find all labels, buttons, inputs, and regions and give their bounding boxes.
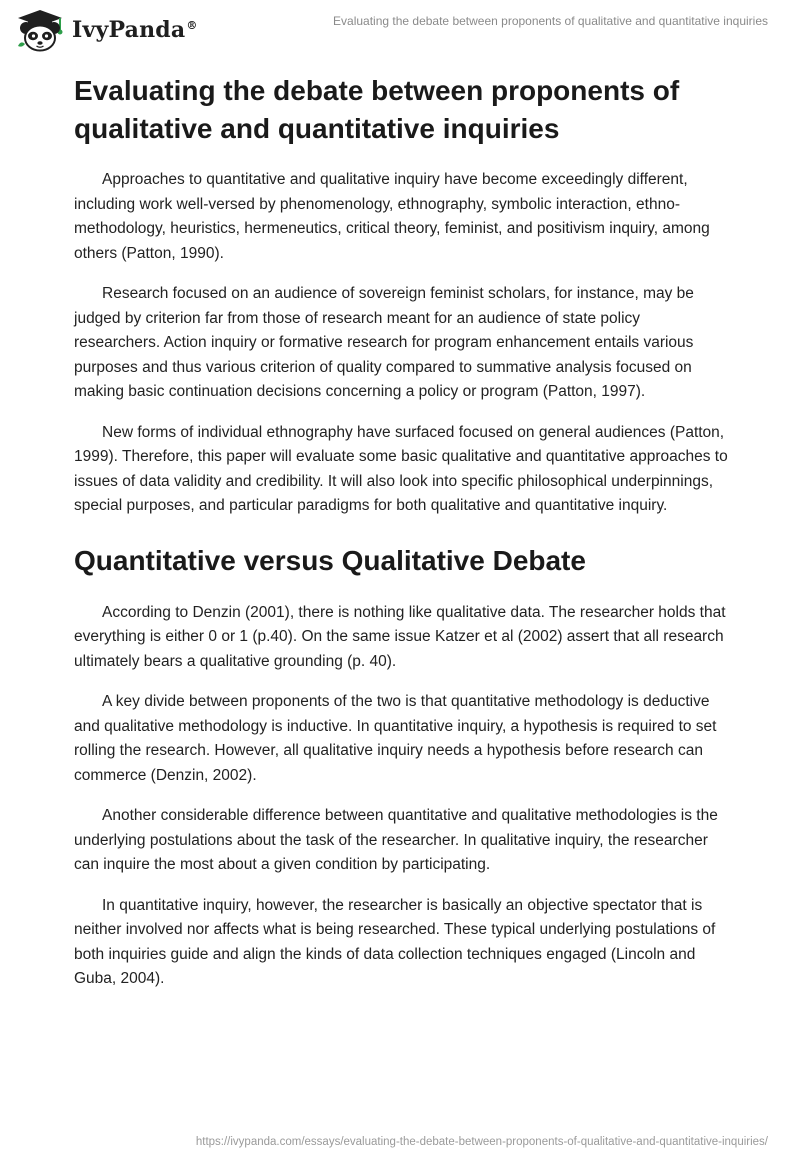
header-doc-title: Evaluating the debate between proponents of qualitative and quantitative inquiries xyxy=(333,14,768,28)
paragraph: According to Denzin (2001), there is nothing like qualitative data. The researcher holds that everything is either 0 or 1 (p.40). On the same issue Katzer et al (2002) assert that all research ultimately bears a qualitative grounding (p. 40). xyxy=(74,603,726,670)
source-url-link[interactable]: https://ivypanda.com/essays/evaluating-the-debate-between-proponents-of-qualitative-and-quantitative-inquiries/ xyxy=(195,1136,768,1148)
page-header xyxy=(0,0,800,60)
paragraph: A key divide between proponents of the two is that quantitative methodology is deductive and qualitative methodology is inductive. In quantitative inquiry, a hypothesis is required to set rolling the research. However, all qualitative inquiry needs a hypothesis before research can commerce (Denzin, 2002). xyxy=(74,693,717,784)
article-body xyxy=(74,72,730,1008)
brand-name: IvyPanda® xyxy=(72,17,198,43)
paragraph: In quantitative inquiry, however, the researcher is basically an objective spectator that is neither involved nor affects what is being researched. These typical underlying postulations of both inquiries guide and align the kinds of data collection techniques engaged (Lincoln and Guba, 2004). xyxy=(74,896,716,987)
paragraph: Approaches to quantitative and qualitative inquiry have become exceedingly different, including work well-versed by phenomenology, ethnography, symbolic interaction, ethno-methodology, heuristics, hermeneutics, critical theory, feminist, and positivism inquiry, among others (Patton, 1990). xyxy=(74,171,710,262)
paragraph: Another considerable difference between quantitative and qualitative methodologies is the underlying postulations about the task of the researcher. In qualitative inquiry, the researcher can inquire the most about a given condition by participating. xyxy=(74,807,718,873)
page-title: Evaluating the debate between proponents of qualitative and quantitative inquiries xyxy=(74,75,680,144)
paragraph: Research focused on an audience of sovereign feminist scholars, for instance, may be judged by criterion far from those of research meant for an audience of state policy researchers. Action inquiry or formative research for program enhancement entails various purposes and thus various criterion of quality compared to summative analysis focused on making basic continuation decisions concerning a policy or program (Patton, 1997). xyxy=(74,285,694,400)
registered-mark: ® xyxy=(186,18,198,32)
paragraph: New forms of individual ethnography have surfaced focused on general audiences (Patton, 1999). Therefore, this paper will evaluate some basic qualitative and quantitative approaches to issues of data validity and credibility. It will also look into specific philosophical underpinnings, special purposes, and particular paradigms for both qualitative and quantitative inquiry. xyxy=(74,423,728,514)
brand-logo[interactable] xyxy=(14,8,198,52)
section-heading: Quantitative versus Qualitative Debate xyxy=(74,544,586,576)
panda-graduate-icon xyxy=(14,8,66,52)
